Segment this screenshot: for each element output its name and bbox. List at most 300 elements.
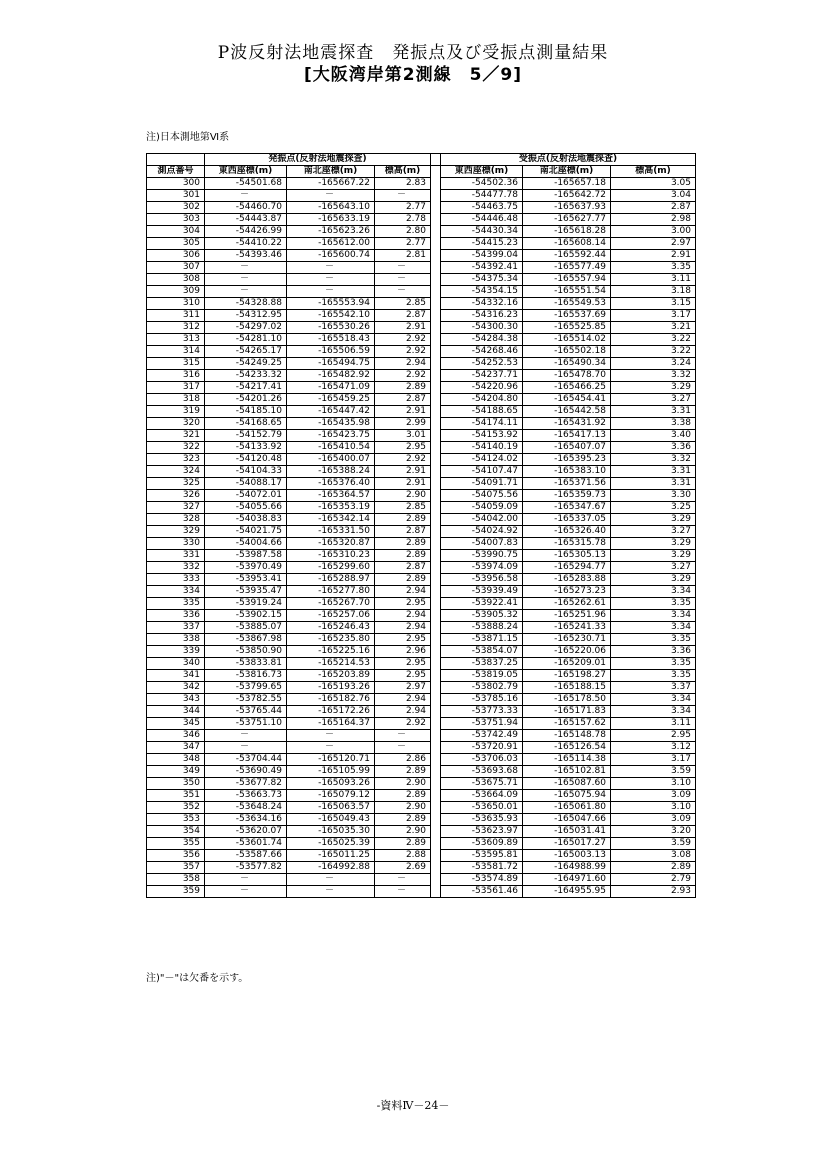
receiver-north-cell: -165537.69	[523, 310, 611, 322]
source-north-cell: -165643.10	[287, 202, 375, 214]
source-north-cell: -165203.89	[287, 670, 375, 682]
receiver-elevation-cell: 3.35	[611, 262, 696, 274]
source-north-cell: －	[287, 730, 375, 742]
source-east-cell: -53782.55	[205, 694, 287, 706]
column-gap	[431, 706, 441, 718]
source-elevation-cell: 2.94	[375, 586, 431, 598]
receiver-elevation-cell: 3.35	[611, 598, 696, 610]
receiver-north-cell: -165305.13	[523, 550, 611, 562]
column-gap	[431, 166, 441, 178]
receiver-elevation-cell: 3.22	[611, 346, 696, 358]
table-row	[147, 298, 696, 310]
receiver-elevation-cell: 2.87	[611, 202, 696, 214]
column-gap	[431, 394, 441, 406]
source-elevation-cell: 2.90	[375, 826, 431, 838]
table-row	[147, 490, 696, 502]
source-elevation-cell: 2.89	[375, 574, 431, 586]
source-elevation-cell: 2.92	[375, 454, 431, 466]
point-number-cell: 306	[147, 250, 205, 262]
source-east-cell: －	[205, 274, 287, 286]
receiver-elevation-cell: 3.18	[611, 286, 696, 298]
source-elevation-cell: 2.89	[375, 550, 431, 562]
receiver-elevation-cell: 2.91	[611, 250, 696, 262]
source-elevation-cell: 2.89	[375, 766, 431, 778]
receiver-north-cell: -165061.80	[523, 802, 611, 814]
receiver-north-cell: -165431.92	[523, 418, 611, 430]
column-gap	[431, 730, 441, 742]
source-elevation-cell: 2.86	[375, 754, 431, 766]
source-east-cell: -53833.81	[205, 658, 287, 670]
column-gap	[431, 814, 441, 826]
point-number-cell: 340	[147, 658, 205, 670]
table-row	[147, 874, 696, 886]
table-row	[147, 658, 696, 670]
source-elevation-cell: 2.90	[375, 490, 431, 502]
source-group-header: 発振点(反射法地震探査)	[205, 154, 431, 166]
receiver-east-cell: -53773.33	[441, 706, 523, 718]
source-east-cell: -53677.82	[205, 778, 287, 790]
point-number-cell: 327	[147, 502, 205, 514]
receiver-north-cell: -165047.66	[523, 814, 611, 826]
column-gap	[431, 346, 441, 358]
column-gap	[431, 190, 441, 202]
column-gap	[431, 862, 441, 874]
source-elevation-cell: 2.77	[375, 238, 431, 250]
source-north-cell: -165049.43	[287, 814, 375, 826]
source-north-cell: -165193.26	[287, 682, 375, 694]
source-east-cell: -54152.79	[205, 430, 287, 442]
point-number-cell: 313	[147, 334, 205, 346]
source-elevation-cell: 2.92	[375, 370, 431, 382]
source-east-cell: -53634.16	[205, 814, 287, 826]
receiver-east-cell: -53990.75	[441, 550, 523, 562]
source-east-cell: -53587.66	[205, 850, 287, 862]
receiver-elevation-cell: 3.29	[611, 514, 696, 526]
source-elevation-cell: 2.92	[375, 718, 431, 730]
receiver-east-cell: -53742.49	[441, 730, 523, 742]
receiver-east-cell: -53785.16	[441, 694, 523, 706]
source-north-cell: -165482.92	[287, 370, 375, 382]
source-elevation-cell: 2.94	[375, 706, 431, 718]
receiver-east-cell: -54220.96	[441, 382, 523, 394]
source-elevation-cell: 2.96	[375, 646, 431, 658]
survey-table-body	[147, 178, 696, 898]
receiver-north-cell: -165514.02	[523, 334, 611, 346]
source-east-cell: -53690.49	[205, 766, 287, 778]
source-elevation-cell: 2.89	[375, 790, 431, 802]
receiver-north-cell: -165551.54	[523, 286, 611, 298]
missing-number-note: 注)"－"は欠番を示す。	[146, 973, 249, 984]
source-east-cell: -53867.98	[205, 634, 287, 646]
source-elevation-cell: 2.91	[375, 322, 431, 334]
receiver-elevation-cell: 3.29	[611, 550, 696, 562]
column-gap	[431, 526, 441, 538]
point-number-cell: 315	[147, 358, 205, 370]
point-number-cell: 307	[147, 262, 205, 274]
point-number-cell: 335	[147, 598, 205, 610]
table-row	[147, 442, 696, 454]
survey-table	[146, 153, 696, 898]
source-east-cell: －	[205, 262, 287, 274]
table-row	[147, 550, 696, 562]
column-gap	[431, 754, 441, 766]
point-number-cell: 328	[147, 514, 205, 526]
table-row	[147, 346, 696, 358]
source-north-cell: -165320.87	[287, 538, 375, 550]
point-number-cell: 343	[147, 694, 205, 706]
source-east-cell: -54217.41	[205, 382, 287, 394]
table-row	[147, 826, 696, 838]
column-gap	[431, 502, 441, 514]
receiver-north-cell: -165087.60	[523, 778, 611, 790]
receiver-north-cell: -165188.15	[523, 682, 611, 694]
receiver-elevation-cell: 3.32	[611, 454, 696, 466]
point-number-cell: 302	[147, 202, 205, 214]
receiver-north-cell: -165627.77	[523, 214, 611, 226]
point-number-cell: 342	[147, 682, 205, 694]
source-elevation-cell: 2.92	[375, 334, 431, 346]
source-north-cell: -165063.57	[287, 802, 375, 814]
source-north-cell: -165225.16	[287, 646, 375, 658]
receiver-east-cell: -54059.09	[441, 502, 523, 514]
point-number-cell: 309	[147, 286, 205, 298]
receiver-north-cell: -165283.88	[523, 574, 611, 586]
receiver-east-cell: -53623.97	[441, 826, 523, 838]
point-number-cell: 300	[147, 178, 205, 190]
receiver-north-cell: -165075.94	[523, 790, 611, 802]
receiver-elevation-cell: 3.36	[611, 646, 696, 658]
table-row	[147, 406, 696, 418]
point-number-cell: 330	[147, 538, 205, 550]
column-gap	[431, 370, 441, 382]
table-row	[147, 622, 696, 634]
source-north-cell: －	[287, 190, 375, 202]
receiver-elevation-cell: 2.95	[611, 730, 696, 742]
receiver-east-cell: -54140.19	[441, 442, 523, 454]
column-gap	[431, 886, 441, 898]
column-gap	[431, 778, 441, 790]
column-gap	[431, 670, 441, 682]
source-east-cell: -53816.73	[205, 670, 287, 682]
source-east-cell: -53577.82	[205, 862, 287, 874]
source-elevation-cell: 2.97	[375, 682, 431, 694]
point-number-cell: 314	[147, 346, 205, 358]
table-row	[147, 850, 696, 862]
source-elevation-cell: 2.81	[375, 250, 431, 262]
table-row	[147, 334, 696, 346]
point-number-cell: 319	[147, 406, 205, 418]
receiver-north-header: 南北座標(m)	[523, 166, 611, 178]
receiver-elevation-cell: 3.17	[611, 754, 696, 766]
source-elevation-cell: －	[375, 730, 431, 742]
receiver-elevation-cell: 3.20	[611, 826, 696, 838]
receiver-north-cell: -165490.34	[523, 358, 611, 370]
receiver-north-cell: -165003.13	[523, 850, 611, 862]
source-north-cell: －	[287, 262, 375, 274]
point-number-cell: 339	[147, 646, 205, 658]
receiver-north-cell: -165114.38	[523, 754, 611, 766]
table-row	[147, 502, 696, 514]
receiver-east-cell: -53561.46	[441, 886, 523, 898]
source-east-cell: -53919.24	[205, 598, 287, 610]
source-north-cell: -165331.50	[287, 526, 375, 538]
receiver-east-cell: -54124.02	[441, 454, 523, 466]
receiver-elevation-cell: 3.31	[611, 406, 696, 418]
receiver-north-cell: -165577.49	[523, 262, 611, 274]
source-elevation-cell: 2.91	[375, 406, 431, 418]
source-north-cell: -165093.26	[287, 778, 375, 790]
receiver-elevation-cell: 3.10	[611, 802, 696, 814]
table-row	[147, 286, 696, 298]
source-north-cell: -165423.75	[287, 430, 375, 442]
table-row	[147, 886, 696, 898]
source-north-cell: -165105.99	[287, 766, 375, 778]
receiver-east-cell: -53706.03	[441, 754, 523, 766]
column-gap	[431, 334, 441, 346]
source-north-cell: -165246.43	[287, 622, 375, 634]
source-elevation-cell: 2.91	[375, 466, 431, 478]
table-row	[147, 634, 696, 646]
source-east-cell: －	[205, 742, 287, 754]
receiver-east-cell: -53888.24	[441, 622, 523, 634]
point-number-header: 測点番号	[147, 166, 205, 178]
source-east-cell: -54297.02	[205, 322, 287, 334]
receiver-north-cell: -165395.23	[523, 454, 611, 466]
source-elevation-cell: －	[375, 886, 431, 898]
source-north-cell: -165494.75	[287, 358, 375, 370]
receiver-east-cell: -53905.32	[441, 610, 523, 622]
receiver-east-cell: -54107.47	[441, 466, 523, 478]
source-east-cell: -54281.10	[205, 334, 287, 346]
source-north-cell: －	[287, 886, 375, 898]
source-north-cell: -165459.25	[287, 394, 375, 406]
source-east-cell: -53663.73	[205, 790, 287, 802]
point-number-cell: 359	[147, 886, 205, 898]
source-elevation-cell: 2.95	[375, 634, 431, 646]
table-row	[147, 214, 696, 226]
source-north-cell: -165553.94	[287, 298, 375, 310]
source-elevation-cell: －	[375, 274, 431, 286]
receiver-elevation-cell: 3.31	[611, 478, 696, 490]
receiver-elevation-cell: 2.98	[611, 214, 696, 226]
source-east-cell: -53850.90	[205, 646, 287, 658]
column-gap	[431, 694, 441, 706]
source-north-cell: -165471.09	[287, 382, 375, 394]
source-north-cell: -165299.60	[287, 562, 375, 574]
point-number-cell: 329	[147, 526, 205, 538]
column-gap	[431, 154, 441, 166]
source-north-cell: -165447.42	[287, 406, 375, 418]
point-number-cell: 336	[147, 610, 205, 622]
source-north-cell: -165633.19	[287, 214, 375, 226]
source-east-cell: -54133.92	[205, 442, 287, 454]
source-north-header: 南北座標(m)	[287, 166, 375, 178]
column-gap	[431, 802, 441, 814]
source-elevation-cell: 3.01	[375, 430, 431, 442]
receiver-elevation-cell: 3.34	[611, 622, 696, 634]
source-north-cell: -165667.22	[287, 178, 375, 190]
point-number-cell: 332	[147, 562, 205, 574]
receiver-elevation-cell: 3.22	[611, 334, 696, 346]
source-elevation-cell: 2.91	[375, 478, 431, 490]
table-row	[147, 190, 696, 202]
receiver-north-cell: -165592.44	[523, 250, 611, 262]
column-gap	[431, 610, 441, 622]
receiver-east-cell: -54007.83	[441, 538, 523, 550]
source-north-cell: -165388.24	[287, 466, 375, 478]
source-east-cell: -53799.65	[205, 682, 287, 694]
table-row	[147, 178, 696, 190]
source-east-cell: -54004.66	[205, 538, 287, 550]
receiver-east-cell: -54502.36	[441, 178, 523, 190]
receiver-north-cell: -164971.60	[523, 874, 611, 886]
table-row	[147, 742, 696, 754]
source-east-cell: -53902.15	[205, 610, 287, 622]
table-row	[147, 610, 696, 622]
column-gap	[431, 646, 441, 658]
source-north-cell: -164992.88	[287, 862, 375, 874]
receiver-east-cell: -54446.48	[441, 214, 523, 226]
point-number-cell: 350	[147, 778, 205, 790]
column-gap	[431, 874, 441, 886]
column-gap	[431, 742, 441, 754]
receiver-east-cell: -54174.11	[441, 418, 523, 430]
point-number-cell: 338	[147, 634, 205, 646]
receiver-elevation-cell: 3.27	[611, 526, 696, 538]
receiver-east-cell: -53974.09	[441, 562, 523, 574]
receiver-north-cell: -165359.73	[523, 490, 611, 502]
receiver-east-header: 東西座標(m)	[441, 166, 523, 178]
receiver-east-cell: -54153.92	[441, 430, 523, 442]
column-gap	[431, 322, 441, 334]
page-subtitle: [大阪湾岸第2測線 5／9]	[303, 65, 523, 85]
source-elevation-cell: 2.89	[375, 538, 431, 550]
point-number-cell: 355	[147, 838, 205, 850]
source-elevation-cell: 2.95	[375, 670, 431, 682]
receiver-north-cell: -165608.14	[523, 238, 611, 250]
point-number-cell: 352	[147, 802, 205, 814]
source-north-cell: -165530.26	[287, 322, 375, 334]
receiver-east-cell: -54477.78	[441, 190, 523, 202]
table-row	[147, 262, 696, 274]
receiver-east-cell: -53664.09	[441, 790, 523, 802]
column-gap	[431, 538, 441, 550]
point-number-cell: 337	[147, 622, 205, 634]
column-gap	[431, 214, 441, 226]
receiver-east-cell: -54024.92	[441, 526, 523, 538]
source-north-cell: －	[287, 742, 375, 754]
receiver-elevation-cell: 3.29	[611, 574, 696, 586]
source-elevation-cell: 2.83	[375, 178, 431, 190]
receiver-north-cell: -165657.18	[523, 178, 611, 190]
column-gap	[431, 382, 441, 394]
receiver-elevation-cell: 3.00	[611, 226, 696, 238]
column-gap	[431, 658, 441, 670]
source-north-cell: -165172.26	[287, 706, 375, 718]
receiver-elevation-cell: 3.32	[611, 370, 696, 382]
source-elevation-cell: 2.87	[375, 562, 431, 574]
page-title: P波反射法地震探査 発振点及び受振点測量結果	[217, 43, 609, 63]
receiver-north-cell: -164988.99	[523, 862, 611, 874]
receiver-north-cell: -165102.81	[523, 766, 611, 778]
source-elevation-cell: 2.89	[375, 382, 431, 394]
point-number-cell: 301	[147, 190, 205, 202]
receiver-east-cell: -54091.71	[441, 478, 523, 490]
source-east-cell: -53704.44	[205, 754, 287, 766]
source-elevation-cell: 2.80	[375, 226, 431, 238]
source-elevation-cell: －	[375, 286, 431, 298]
table-row	[147, 478, 696, 490]
header-blank	[147, 154, 205, 166]
source-elevation-cell: 2.78	[375, 214, 431, 226]
receiver-east-cell: -53581.72	[441, 862, 523, 874]
receiver-elevation-cell: 3.35	[611, 658, 696, 670]
source-east-cell: -54233.32	[205, 370, 287, 382]
receiver-elevation-header: 標高(m)	[611, 166, 696, 178]
point-number-cell: 344	[147, 706, 205, 718]
column-gap	[431, 274, 441, 286]
receiver-elevation-cell: 3.10	[611, 778, 696, 790]
receiver-north-cell: -165347.67	[523, 502, 611, 514]
column-gap	[431, 442, 441, 454]
source-east-cell: -53970.49	[205, 562, 287, 574]
source-east-cell: -53987.58	[205, 550, 287, 562]
source-elevation-cell: 2.87	[375, 394, 431, 406]
receiver-elevation-cell: 3.29	[611, 538, 696, 550]
column-gap	[431, 574, 441, 586]
receiver-north-cell: -165126.54	[523, 742, 611, 754]
point-number-cell: 349	[147, 766, 205, 778]
table-row	[147, 814, 696, 826]
receiver-north-cell: -165466.25	[523, 382, 611, 394]
receiver-elevation-cell: 2.79	[611, 874, 696, 886]
point-number-cell: 312	[147, 322, 205, 334]
receiver-east-cell: -54375.34	[441, 274, 523, 286]
table-row	[147, 574, 696, 586]
table-row	[147, 430, 696, 442]
source-east-cell: -54104.33	[205, 466, 287, 478]
receiver-north-cell: -165220.06	[523, 646, 611, 658]
receiver-elevation-cell: 3.29	[611, 382, 696, 394]
receiver-east-cell: -53574.89	[441, 874, 523, 886]
receiver-elevation-cell: 3.30	[611, 490, 696, 502]
receiver-elevation-cell: 2.93	[611, 886, 696, 898]
column-gap	[431, 634, 441, 646]
receiver-north-cell: -165171.83	[523, 706, 611, 718]
table-row	[147, 670, 696, 682]
source-east-cell: -54265.17	[205, 346, 287, 358]
source-north-cell: -165164.37	[287, 718, 375, 730]
column-gap	[431, 250, 441, 262]
receiver-east-cell: -53720.91	[441, 742, 523, 754]
receiver-north-cell: -165618.28	[523, 226, 611, 238]
table-row	[147, 562, 696, 574]
source-north-cell: -165376.40	[287, 478, 375, 490]
receiver-north-cell: -165637.93	[523, 202, 611, 214]
point-number-cell: 311	[147, 310, 205, 322]
source-north-cell: -165612.00	[287, 238, 375, 250]
source-east-cell: －	[205, 874, 287, 886]
receiver-north-cell: -165157.62	[523, 718, 611, 730]
point-number-cell: 305	[147, 238, 205, 250]
receiver-north-cell: -165407.07	[523, 442, 611, 454]
source-east-cell: -54120.48	[205, 454, 287, 466]
receiver-elevation-cell: 3.35	[611, 670, 696, 682]
receiver-east-cell: -54316.23	[441, 310, 523, 322]
table-row	[147, 682, 696, 694]
table-row	[147, 790, 696, 802]
source-elevation-cell: 2.87	[375, 310, 431, 322]
